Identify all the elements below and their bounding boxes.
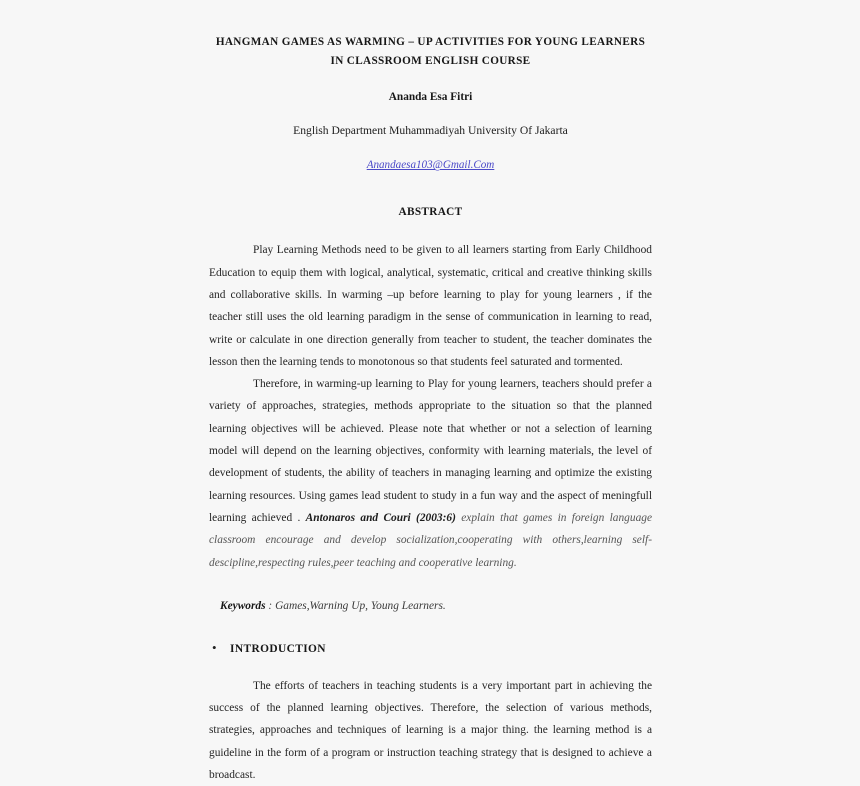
author-name: Ananda Esa Fitri xyxy=(388,91,473,104)
abstract-paragraph-1: Play Learning Methods need to be given to all learners starting from Early Childhood Education to equip them with logical, analytical, systematic, critical and creative thinking skills and collaborative skills. In warming –up before learning to play for young learners , if the teacher still uses the old learning paradigm in the sense of communication in learning to read, write or calculate in one direction generally from teacher to student, the teacher dominates the lesson then the learning tends to monotonous so that students feel saturated and tormented. xyxy=(209,244,652,368)
bullet-icon: • xyxy=(212,639,217,655)
citation-quote: explain that games in foreign language classroom encourage and develop socialization,cooperating with others,learning self-descipline,respecting rules,peer teaching and cooperative learning. xyxy=(209,511,653,569)
section-heading-introduction xyxy=(209,640,652,656)
citation-reference: Antonaros and Couri (2003:6) xyxy=(305,511,456,524)
keywords-label: Keywords xyxy=(220,599,266,612)
author-affiliation: English Department Muhammadiyah University Of Jakarta xyxy=(293,124,568,138)
abstract-paragraph-2 xyxy=(209,373,652,574)
abstract-body xyxy=(209,239,652,573)
introduction-body xyxy=(209,675,652,786)
page-title: HANGMAN GAMES AS WARMING – UP ACTIVITIES FOR YOUNG LEARNERS IN CLASSROOM ENGLISH COURSE xyxy=(215,36,646,68)
introduction-paragraph-1: The efforts of teachers in teaching students is a very important part in achieving the success of the planned learning objectives. Therefore, the selection of various methods, strategies, approaches and techniques of learning is a major thing. the learning method is a guideline in the form of a program or instruction teaching strategy that is designed to achieve a broadcast. xyxy=(209,679,652,782)
abstract-paragraph-2-lead: Therefore, in warming-up learning to Play for young learners, teachers should prefer a variety of approaches, strategies, methods appropriate to the situation so that the planned learning objectives will be achieved. Please note that whether or not a selection of learning model will depend on the learning objectives, conformity with learning materials, the level of development of students, the ability of teachers in managing learning and optimize the existing learning resources. Using games lead student to study in a fun way and the aspect of meningfull learning achieved . xyxy=(209,378,652,524)
title-block xyxy=(209,0,652,71)
page-content-column xyxy=(209,0,652,786)
email-line xyxy=(209,156,652,173)
section-title-introduction: INTRODUCTION xyxy=(230,642,326,655)
abstract-heading: ABSTRACT xyxy=(398,206,463,219)
keywords-value: : Games,Warning Up, Young Learners. xyxy=(265,599,446,612)
keywords-line xyxy=(209,596,652,616)
author-email-link[interactable]: Anandaesa103@Gmail.Com xyxy=(366,159,495,172)
